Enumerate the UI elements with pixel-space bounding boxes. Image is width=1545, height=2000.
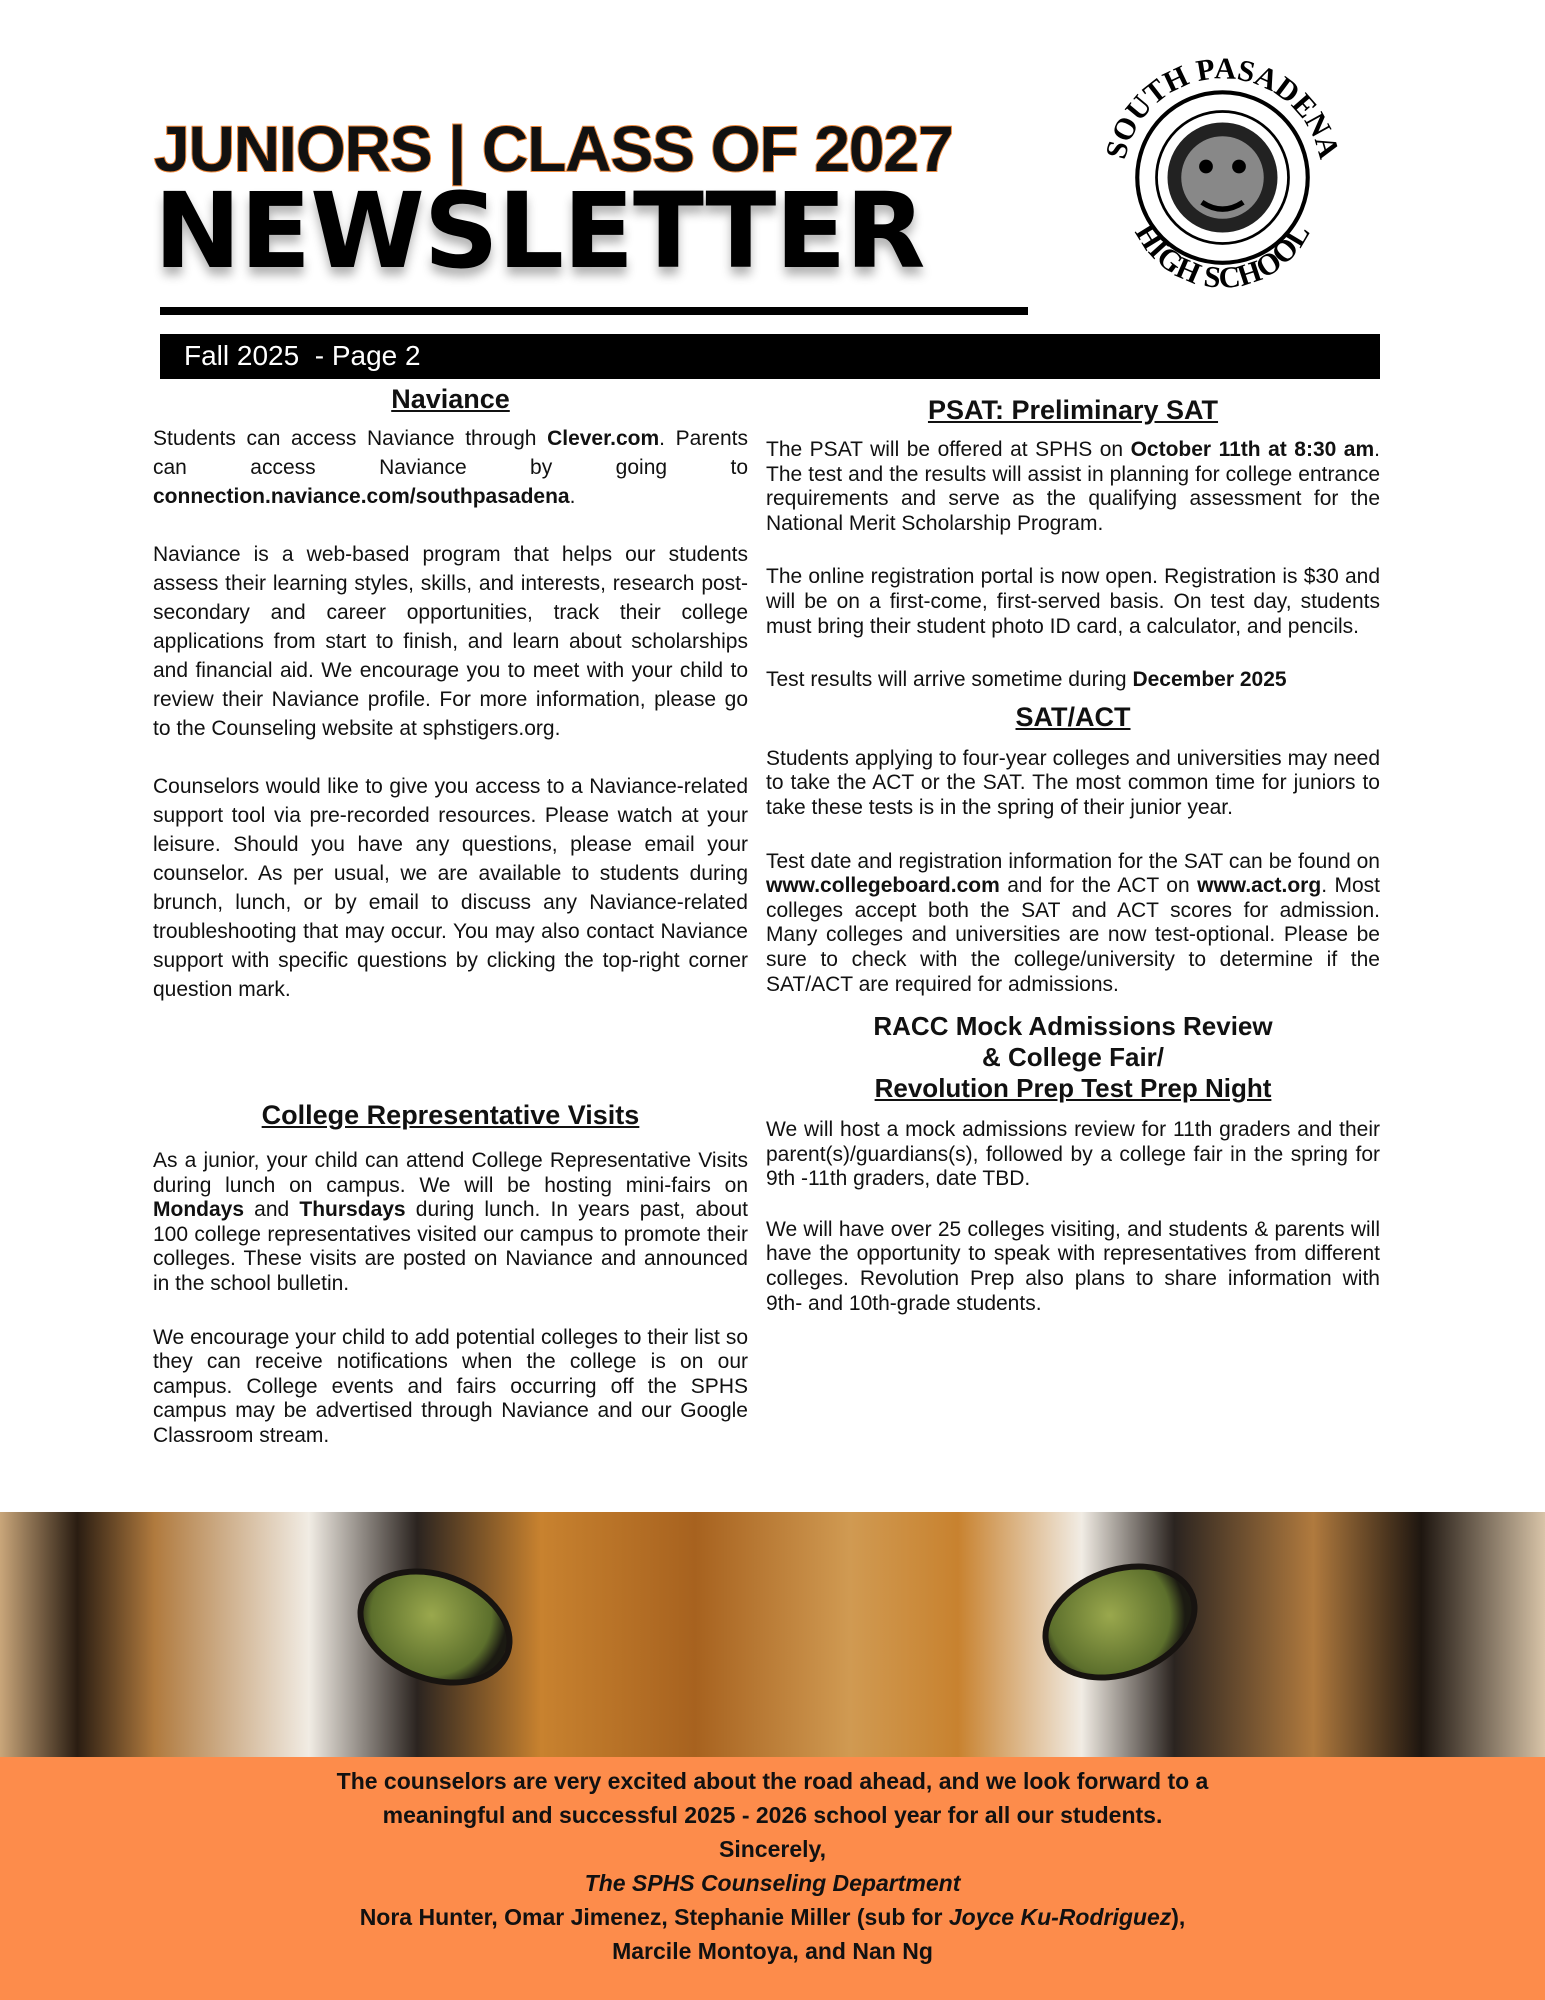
sat-act-paragraph-2 [766, 850, 1380, 998]
closing-message [0, 1757, 1545, 2000]
text: Joyce Ku-Rodriguez [948, 1904, 1172, 1930]
psat-paragraph-3 [766, 668, 1380, 693]
racc-heading-line: RACC Mock Admissions Review [873, 1011, 1273, 1042]
text: As a junior, your child can attend College Representative Visits during lunch on campus. We will be hosting mini-fairs on [153, 1149, 748, 1197]
tiger-eyes-image [0, 1512, 1545, 1757]
sign-off: Sincerely, [719, 1836, 826, 1862]
text: . Most colleges accept both the SAT and ACT scores for admission. Many colleges and universities are now test-optional. Please be sure to check with the college/university to determine if the SAT/ACT are required for admissions. [766, 874, 1380, 996]
racc-paragraph-2: We will have over 25 colleges visiting, and students & parents will have the opportunity to speak with representatives from different colleges. Revolution Prep also plans to share information with 9th- and 10th-grade students. [766, 1217, 1380, 1315]
newsletter-kicker: JUNIORS | CLASS OF 2027 [154, 113, 953, 185]
text: ), [1171, 1904, 1186, 1930]
visits-paragraph-2: We encourage your child to add potential colleges to their list so they can receive notifications when the college is on our campus. College events and fairs occurring off the SPHS campus may be advertised through Naviance and our Google Classroom stream. [153, 1325, 748, 1447]
tiger-eye-right [1026, 1543, 1214, 1701]
svg-text:HIGH SCHOOL: HIGH SCHOOL [1128, 217, 1317, 296]
counselor-names: Marcile Montoya, and Nan Ng [612, 1938, 933, 1964]
text: Test results will arrive sometime during [766, 668, 1133, 692]
text: during lunch. In years past, about 100 college representatives visited our campus to promote their colleges. These visits are posted on Naviance and announced in the school bulletin. [153, 1198, 748, 1295]
naviance-support: Counselors would like to give you access to a Naviance-related support tool via pre-recorded resources. Please watch at your leisure. Should you have any questions, please email your counselor. As per usual, we are available to students during brunch, lunch, or by email to discuss any Naviance-related troubleshooting that may occur. You may also contact Naviance support with specific questions by clicking the top-right corner question mark. [153, 775, 748, 1001]
text: and for the ACT on [999, 874, 1198, 898]
collegeboard-link[interactable]: www.collegeboard.com [766, 874, 1000, 898]
school-seal-logo [1085, 40, 1360, 315]
text: Students can access Naviance through [153, 427, 548, 450]
clever-link[interactable]: Clever.com [547, 427, 660, 450]
college-visits-heading: College Representative Visits [261, 1100, 640, 1130]
sat-act-heading: SAT/ACT [1015, 701, 1131, 732]
tiger-eye-left [341, 1548, 529, 1706]
text: . The test and the results will assist in planning for college entrance requirements and serve as the qualifying assessment for the National Merit Scholarship Program. [766, 438, 1380, 535]
issue-bar [160, 334, 1380, 379]
text: . [569, 485, 576, 508]
psat-section [766, 392, 1380, 1345]
counselor-names [0, 1900, 1545, 1934]
closing-line: meaningful and successful 2025 - 2026 school year for all our students. [382, 1802, 1163, 1828]
naviance-access-paragraph [153, 424, 748, 511]
psat-heading: PSAT: Preliminary SAT [927, 395, 1219, 425]
naviance-link[interactable]: connection.naviance.com/southpasadena [153, 485, 570, 508]
racc-heading-line: & College Fair/ [981, 1042, 1165, 1073]
newsletter-title: NEWSLETTER [154, 170, 925, 292]
college-visits-section [153, 1097, 748, 1478]
text: October 11th at 8:30 am [1130, 438, 1375, 461]
text: December 2025 [1132, 668, 1287, 692]
text: and [244, 1198, 300, 1222]
text: The PSAT will be offered at SPHS on [766, 438, 1131, 461]
text: Test date and registration information for the SAT can be found on [766, 849, 1380, 873]
text: Mondays [153, 1198, 245, 1222]
racc-heading-line: Revolution Prep Test Prep Night [874, 1073, 1272, 1104]
naviance-section [153, 385, 748, 1033]
text: . Parents can access Naviance by going to [153, 427, 748, 479]
act-link[interactable]: www.act.org [1197, 874, 1322, 898]
svg-text:SOUTH PASADENA: SOUTH PASADENA [1098, 51, 1347, 163]
title-divider [160, 307, 1028, 315]
psat-paragraph-2: The online registration portal is now open. Registration is $30 and will be on a first-come, first-served basis. On test day, students must bring their student photo ID card, a calculator, and pencils. [766, 565, 1380, 638]
text: Nora Hunter, Omar Jimenez, Stephanie Miller (sub for [359, 1904, 949, 1930]
naviance-description: Naviance is a web-based program that helps our students assess their learning styles, skills, and interests, research post-secondary and career opportunities, track their college applications from start to finish, and learn about scholarships and financial aid. We encourage you to meet with your child to review their Naviance profile. For more information, please go to the Counseling website at sphstigers.org. [153, 543, 748, 740]
text: Thursdays [299, 1198, 406, 1222]
naviance-heading: Naviance [391, 384, 510, 414]
visits-paragraph-1 [153, 1149, 748, 1297]
psat-paragraph-1 [766, 438, 1380, 536]
closing-line: The counselors are very excited about the road ahead, and we look forward to a [336, 1768, 1209, 1794]
sat-act-paragraph-1: Students applying to four-year colleges and universities may need to take the ACT or the SAT. The most common time for juniors to take these tests is in the spring of their junior year. [766, 746, 1380, 819]
issue-label: Fall 2025 - Page 2 [184, 340, 421, 371]
racc-heading [766, 1011, 1380, 1104]
department-name: The SPHS Counseling Department [584, 1870, 961, 1896]
racc-paragraph-1: We will host a mock admissions review for 11th graders and their parent(s)/guardians(s), followed by a college fair in the spring for 9th -11th graders, date TBD. [766, 1118, 1380, 1191]
